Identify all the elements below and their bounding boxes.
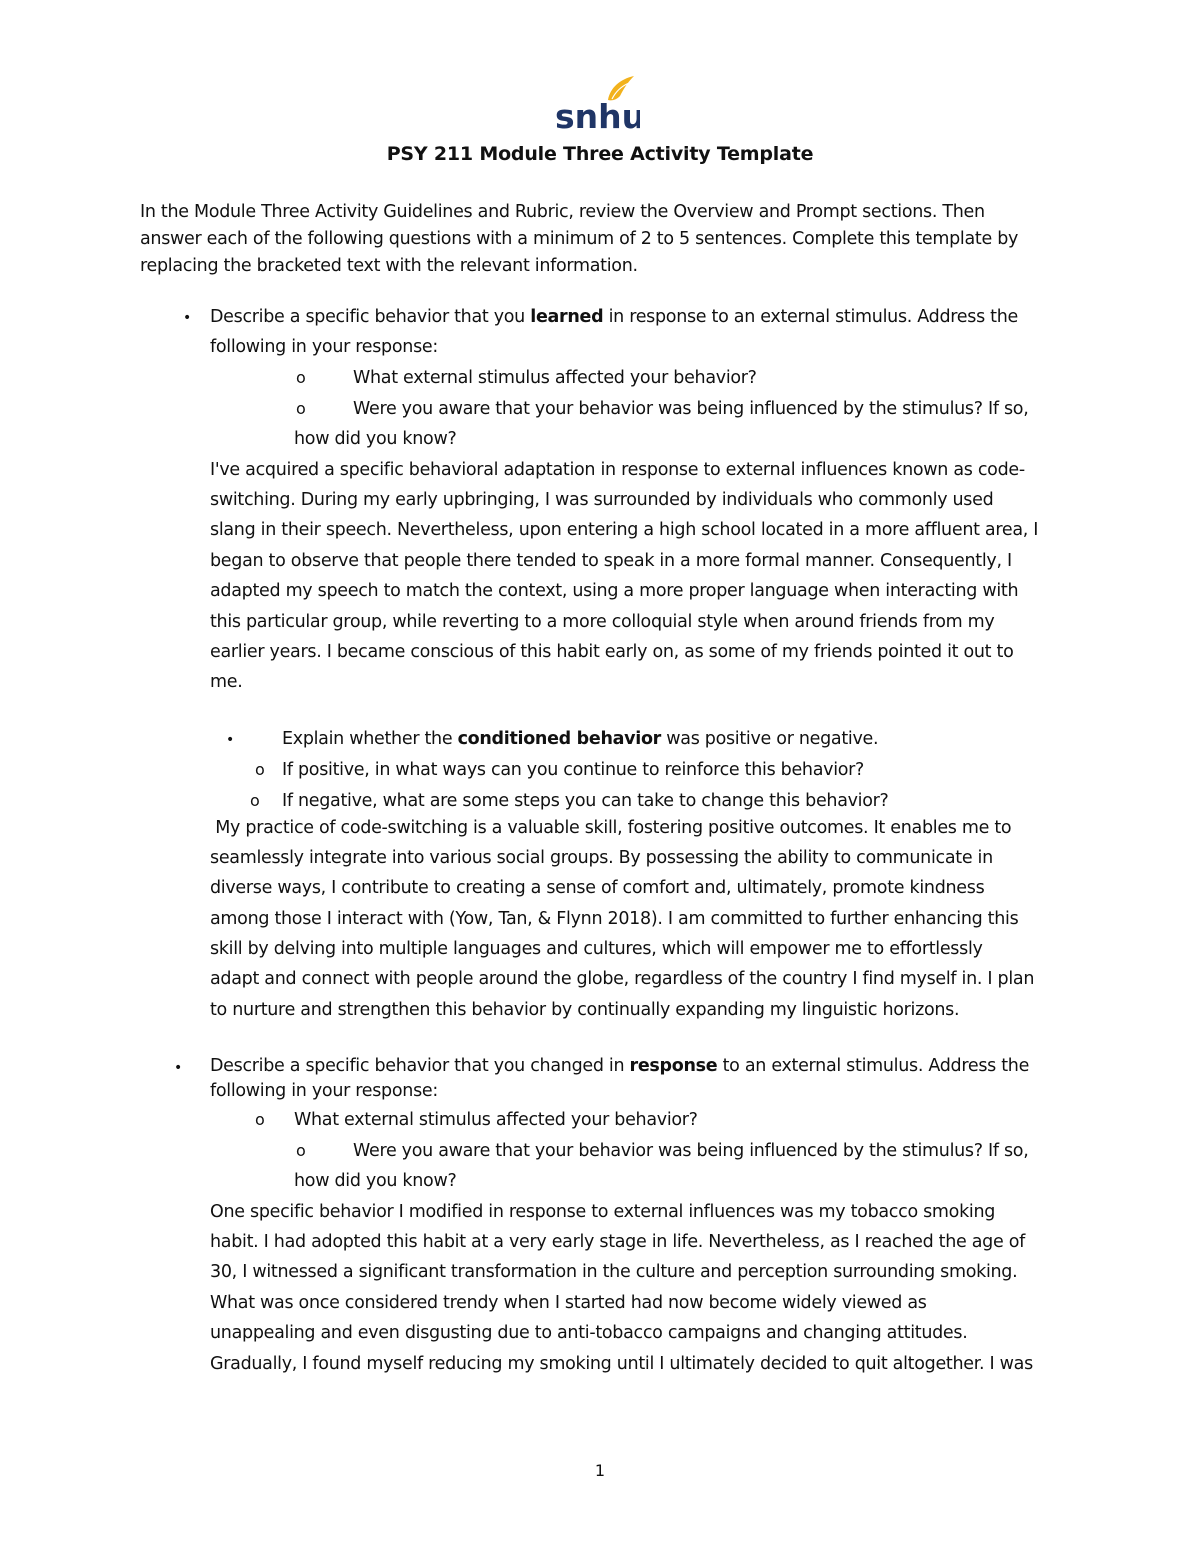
- logo-wordmark: snhu: [555, 97, 640, 132]
- section1-sub2: Were you aware that your behavior was being influenced by the stimulus? If so,: [353, 399, 1029, 419]
- section2-answer-line: diverse ways, I contribute to creating a sense of comfort and, ultimately, promote kindness: [210, 878, 985, 898]
- bullet-icon: •: [174, 1060, 183, 1076]
- section2-answer-line: skill by delving into multiple languages and cultures, which will empower me to effortlessly: [210, 939, 983, 959]
- page-number: 1: [594, 1461, 606, 1480]
- section2-sub1: If positive, in what ways can you continue to reinforce this behavior?: [282, 760, 865, 780]
- section1-sub2-cont: how did you know?: [294, 429, 457, 449]
- section2-prompt: Explain whether the conditioned behavior was positive or negative.: [282, 729, 879, 749]
- sub-bullet-icon: o: [296, 399, 306, 418]
- section3-sub2-cont: how did you know?: [294, 1171, 457, 1191]
- section1-answer-line: switching. During my early upbringing, I was surrounded by individuals who commonly used: [210, 490, 994, 510]
- sub-bullet-icon: o: [250, 791, 260, 810]
- sub-bullet-icon: o: [296, 368, 306, 387]
- section1-answer-line: slang in their speech. Nevertheless, upon entering a high school located in a more affluent area, I: [210, 520, 1039, 540]
- bullet-icon: •: [226, 732, 235, 748]
- section3-answer-line: unappealing and even disgusting due to anti-tobacco campaigns and changing attitudes.: [210, 1323, 968, 1343]
- section3-answer-line: One specific behavior I modified in response to external influences was my tobacco smoking: [210, 1202, 996, 1222]
- page-title: PSY 211 Module Three Activity Template: [386, 143, 814, 165]
- section3-prompt-line2: following in your response:: [210, 1081, 438, 1101]
- intro-line: replacing the bracketed text with the relevant information.: [140, 256, 638, 276]
- section1-answer-line: this particular group, while reverting to a more colloquial style when around friends from my: [210, 612, 995, 632]
- section1-answer-line: I've acquired a specific behavioral adaptation in response to external influences known as code-: [210, 460, 1025, 480]
- bullet-icon: •: [183, 310, 192, 326]
- section1-prompt-line2: following in your response:: [210, 337, 438, 357]
- section3-sub2: Were you aware that your behavior was being influenced by the stimulus? If so,: [353, 1141, 1029, 1161]
- section2-answer-line: adapt and connect with people around the globe, regardless of the country I find myself in. I plan: [210, 969, 1035, 989]
- sub-bullet-icon: o: [296, 1141, 306, 1160]
- section3-answer-line: 30, I witnessed a significant transformation in the culture and perception surrounding smoking.: [210, 1262, 1018, 1282]
- section2-answer-line: seamlessly integrate into various social groups. By possessing the ability to communicate in: [210, 848, 993, 868]
- section3-answer-line: habit. I had adopted this habit at a very early stage in life. Nevertheless, as I reached the age of: [210, 1232, 1025, 1252]
- intro-line: In the Module Three Activity Guidelines and Rubric, review the Overview and Prompt sections. Then: [140, 202, 985, 222]
- section1-answer-line: adapted my speech to match the context, using a more proper language when interacting with: [210, 581, 1019, 601]
- section3-prompt: Describe a specific behavior that you changed in response to an external stimulus. Address the: [210, 1056, 1030, 1076]
- section3-answer-line: Gradually, I found myself reducing my smoking until I ultimately decided to quit altogether. I was: [210, 1354, 1033, 1374]
- section1-answer-line: earlier years. I became conscious of this habit early on, as some of my friends pointed it out to: [210, 642, 1014, 662]
- section3-answer-line: What was once considered trendy when I started had now become widely viewed as: [210, 1293, 927, 1313]
- section1-prompt: Describe a specific behavior that you learned in response to an external stimulus. Address the: [210, 307, 1018, 327]
- section1-answer-line: began to observe that people there tended to speak in a more formal manner. Consequently, I: [210, 551, 1012, 571]
- snhu-logo: [554, 74, 640, 132]
- intro-line: answer each of the following questions with a minimum of 2 to 5 sentences. Complete this template by: [140, 229, 1019, 249]
- section2-answer-line: My practice of code-switching is a valuable skill, fostering positive outcomes. It enables me to: [210, 818, 1012, 838]
- sub-bullet-icon: o: [255, 760, 265, 779]
- sub-bullet-icon: o: [255, 1110, 265, 1129]
- section1-sub1: What external stimulus affected your behavior?: [353, 368, 757, 388]
- section3-sub1: What external stimulus affected your behavior?: [294, 1110, 698, 1130]
- section1-answer-line: me.: [210, 672, 243, 692]
- section2-answer-line: among those I interact with (Yow, Tan, & Flynn 2018). I am committed to further enhancing this: [210, 909, 1019, 929]
- section2-answer-line: to nurture and strengthen this behavior by continually expanding my linguistic horizons.: [210, 1000, 960, 1020]
- section2-sub2: If negative, what are some steps you can take to change this behavior?: [282, 791, 889, 811]
